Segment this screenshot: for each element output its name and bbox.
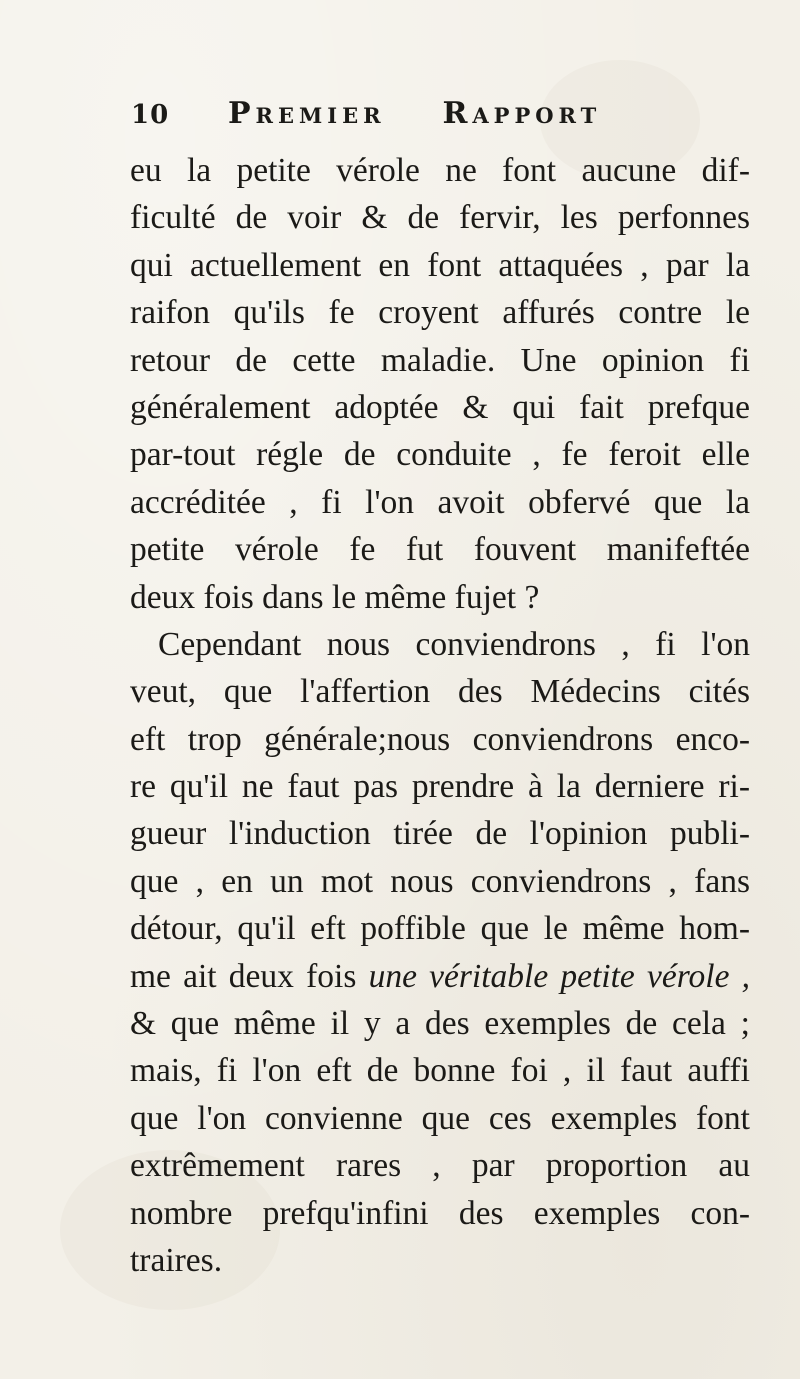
- text-segment: me ait deux fois: [130, 957, 357, 995]
- text-line: eu la petite vérole ne font aucune dif-: [130, 152, 750, 189]
- text-line: traires.: [130, 1241, 223, 1279]
- text-line: extrêmement rares , par proportion au: [130, 1147, 750, 1185]
- text-line: détour, qu'il eft poffible que le même hom-: [130, 910, 750, 948]
- text-line: deux fois dans le même fujet ?: [130, 578, 540, 616]
- text-line: mais, fi l'on eft de bonne foi , il faut auffi: [130, 1052, 750, 1090]
- italic-phrase: une véritable petite vérole ,: [368, 957, 751, 995]
- text-line: veut, que l'affertion des Médecins cités: [130, 673, 750, 711]
- text-line: par-tout régle de conduite , fe feroit elle: [130, 436, 750, 474]
- text-line: & que même il y a des exemples de cela ;: [130, 1005, 750, 1043]
- text-line: qui actuellement en font attaquées , par la: [130, 246, 750, 284]
- text-line: accréditée , fi l'on avoit obfervé que la: [130, 483, 750, 521]
- text-line: retour de cette maladie. Une opinion fi: [130, 341, 750, 379]
- text-line: généralement adoptée & qui fait prefque: [130, 388, 750, 426]
- text-line: raifon qu'ils fe croyent affurés contre le: [130, 294, 750, 332]
- text-line: ficulté de voir & de fervir, les perfonnes: [130, 199, 750, 237]
- text-line: que , en un mot nous conviendrons , fans: [130, 862, 750, 900]
- text-line: eft trop générale;nous conviendrons enco-: [130, 720, 750, 758]
- page-number: 10: [131, 100, 170, 130]
- page-header: [131, 96, 751, 140]
- text-line: que l'on convienne que ces exemples font: [130, 1099, 750, 1137]
- text-line: re qu'il ne faut pas prendre à la derniere ri-: [130, 768, 750, 806]
- text-line: nombre prefqu'infini des exemples con-: [130, 1194, 750, 1232]
- running-head-word-1: Premier: [228, 96, 386, 131]
- running-head-word-2: Rapport: [442, 96, 602, 131]
- body-text: [130, 147, 750, 1284]
- running-head: [228, 96, 601, 131]
- text-line: [130, 953, 750, 1000]
- text-line: petite vérole fe fut fouvent manifeftée: [130, 531, 750, 569]
- text-line: gueur l'induction tirée de l'opinion publi-: [130, 815, 750, 853]
- text-line: Cependant nous conviendrons , fi l'on: [158, 625, 750, 663]
